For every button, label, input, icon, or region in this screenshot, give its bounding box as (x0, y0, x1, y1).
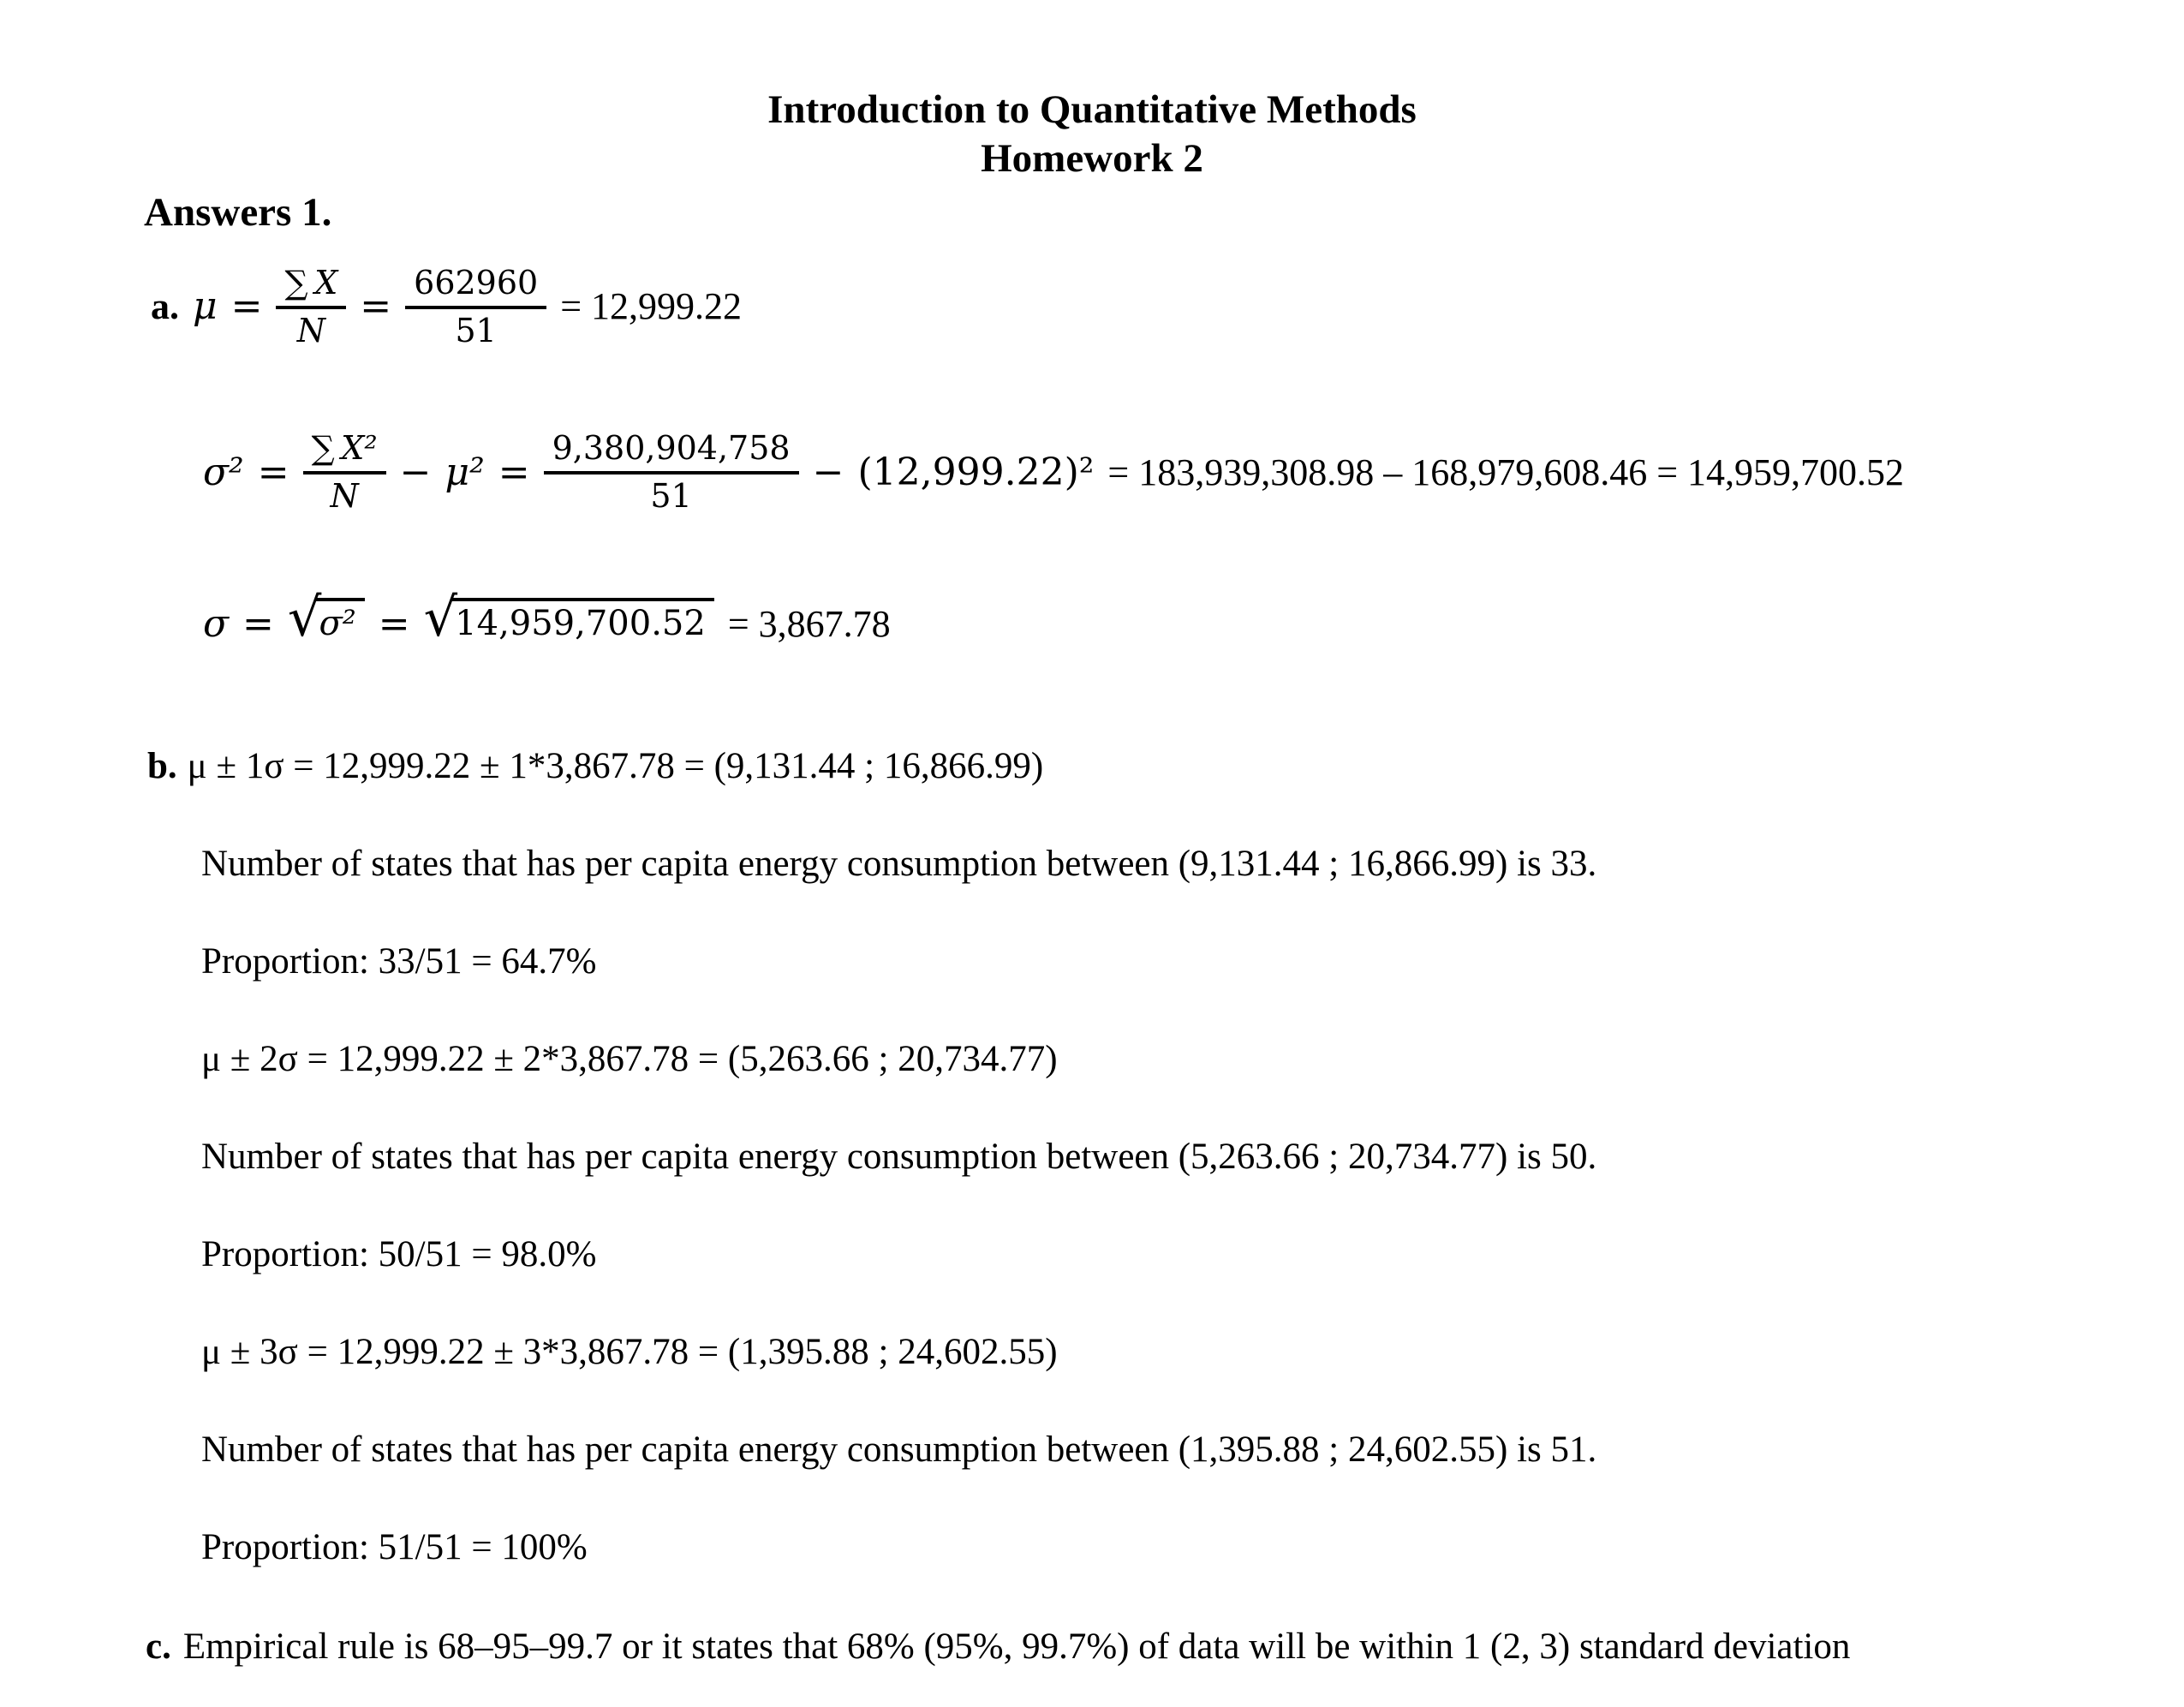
interval-1sigma: μ ± 1σ = 12,999.22 ± 1*3,867.78 = (9,131.44 ; 16,866.99) (187, 745, 1044, 786)
formula-variance (203, 430, 2184, 515)
count-3sigma: Number of states that has per capita energy consumption between (1,395.88 ; 24,602.55) is 51. (201, 1429, 1597, 1470)
homework-title: Homework 2 (981, 136, 1203, 181)
fraction-sum-x2-over-n (303, 430, 386, 515)
fraction-denominator: 51 (650, 477, 692, 516)
interval-3sigma: μ ± 3σ = 12,999.22 ± 3*3,867.78 = (1,395.88 ; 24,602.55) (201, 1331, 1058, 1372)
proportion-1sigma: Proportion: 33/51 = 64.7% (201, 940, 597, 982)
part-b-line-6 (201, 1230, 2184, 1280)
item-label-c: c. (146, 1626, 171, 1667)
formula-mean (151, 265, 2184, 349)
interval-2sigma: μ ± 2σ = 12,999.22 ± 2*3,867.78 = (5,263.66 ; 20,734.77) (201, 1038, 1058, 1079)
mu-squared-symbol: μ² (445, 450, 485, 494)
equals-sign: = (498, 450, 530, 494)
sigma-symbol: σ (203, 601, 230, 646)
equals-sign: = (230, 284, 263, 329)
course-title: Introduction to Quantitative Methods (767, 87, 1417, 132)
fraction-sum-x-over-n (276, 265, 346, 349)
mean-squared-term: (12,999.22)² (857, 450, 1095, 494)
sqrt-sigma-squared (287, 585, 365, 651)
part-b-line-9 (201, 1523, 2184, 1573)
part-b-line-7 (201, 1328, 2184, 1377)
fraction-numerator: 9,380,904,758 (544, 430, 799, 474)
empirical-rule-text: Empirical rule is 68–95–99.7 or it states that 68% (95%, 99.7%) of data will be within 1 (2, 3) standard deviation (182, 1626, 1851, 1667)
variable-x: X (314, 264, 338, 301)
radical-icon: √ (287, 585, 322, 648)
fraction-denominator: 51 (455, 311, 497, 349)
minus-sign: − (399, 450, 432, 494)
part-b-line-3 (201, 937, 2184, 987)
minus-sign: − (812, 450, 844, 494)
equals-sign: = (360, 284, 392, 329)
part-b-line-4 (201, 1035, 2184, 1084)
item-label-b: b. (147, 745, 177, 786)
summation-symbol: ∑ (284, 264, 308, 301)
answers-heading: Answers 1. (144, 190, 332, 235)
formula-standard-deviation (203, 585, 2184, 651)
part-b-line-5 (201, 1132, 2184, 1182)
count-1sigma: Number of states that has per capita energy consumption between (9,131.44 ; 16,866.99) is 33. (201, 843, 1597, 884)
fraction-662960-over-51 (405, 265, 546, 349)
fraction-9380904758-over-51 (544, 430, 799, 515)
summation-symbol: ∑ (311, 429, 335, 468)
radicand: 14,959,700.52 (451, 598, 714, 644)
part-c-line (146, 1622, 2184, 1672)
part-b-line-8 (201, 1425, 2184, 1475)
fraction-numerator (276, 265, 346, 309)
variance-result: = 183,939,308.98 – 168,979,608.46 = 14,959,700.52 (1107, 451, 1905, 493)
sd-result: = 3,867.78 (727, 602, 891, 645)
proportion-3sigma: Proportion: 51/51 = 100% (201, 1526, 588, 1567)
document-header (0, 0, 2184, 183)
mean-result: = 12,999.22 (560, 285, 743, 328)
count-2sigma: Number of states that has per capita energy consumption between (5,263.66 ; 20,734.77) is 50. (201, 1136, 1597, 1177)
fraction-numerator: 662960 (405, 265, 546, 309)
radical-icon: √ (423, 585, 458, 648)
radicand: σ² (315, 598, 364, 644)
mu-symbol: μ (193, 284, 218, 329)
item-label-a: a. (151, 285, 179, 328)
equals-sign: = (242, 601, 274, 646)
fraction-denominator: N (296, 311, 325, 349)
equals-sign: = (378, 601, 410, 646)
proportion-2sigma: Proportion: 50/51 = 98.0% (201, 1233, 597, 1274)
sigma-squared-symbol: σ² (203, 450, 244, 494)
part-b-line-2 (201, 839, 2184, 889)
part-b-line-1 (147, 742, 2184, 791)
sqrt-variance-value (423, 585, 714, 651)
variable-x-squared: X² (341, 429, 378, 468)
equals-sign: = (257, 450, 289, 494)
fraction-numerator (303, 430, 386, 474)
fraction-denominator: N (330, 477, 359, 516)
